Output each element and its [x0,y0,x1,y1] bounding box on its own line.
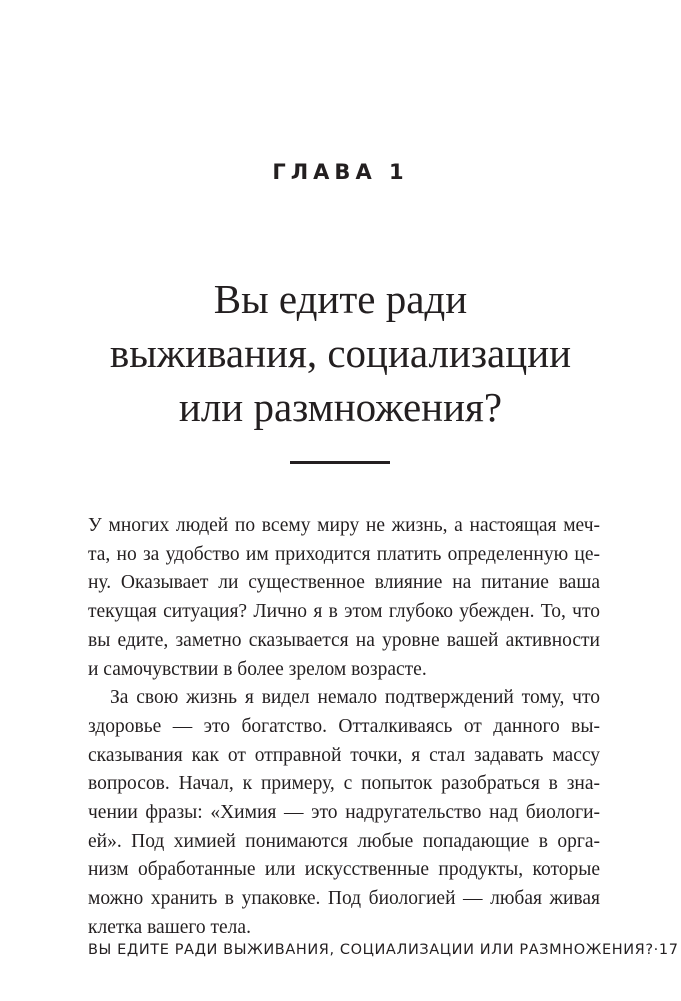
text-line: низм обработанные или искусственные продукты, которые [88,859,600,881]
title-divider [290,461,390,464]
text-line: вопросов. Начал, к примеру, с попыток разобраться в зна- [88,773,600,795]
text-line: ей». Под химией понимаются любые попадающие в орга- [88,830,600,852]
chapter-label: ГЛАВА 1 [272,160,409,184]
paragraph-2 [88,684,600,942]
text-line: можно хранить в упаковке. Под биологией — любая живая [88,888,600,910]
footer-separator: · [653,942,659,958]
text-line: сказывания как от отправной точки, я стал задавать массу [88,744,600,766]
text-line: и самочувствии в более зрелом возрасте. [88,658,427,680]
text-line: ну. Оказывает ли существенное влияние на питание ваша [88,572,600,594]
text-line: чении фразы: «Химия — это надругательство над биологи- [88,802,600,824]
page-footer [88,942,679,958]
text-line: За свою жизнь я видел немало подтверждений тому, что [110,687,600,709]
page-number: 17 [658,942,679,958]
running-head: ВЫ ЕДИТЕ РАДИ ВЫЖИВАНИЯ, СОЦИАЛИЗАЦИИ ИЛИ РАЗМНОЖЕНИЯ? [88,942,654,958]
text-line: та, но за удобство им приходится платить определенную це- [88,543,600,565]
text-line: У многих людей по всему миру не жизнь, а настоящая меч- [88,515,600,536]
text-line: здоровье — это богатство. Отталкиваясь от данного вы- [88,715,600,737]
body-text [88,512,600,943]
title-line: Вы едите ради [213,276,468,322]
text-line: клетка вашего тела. [88,916,251,938]
title-line: выживания, социализации [109,330,572,376]
chapter-title [0,272,681,434]
title-line: или размножения? [178,384,503,430]
text-line: текущая ситуация? Лично я в этом глубоко убежден. То, что [88,601,600,623]
text-line: вы едите, заметно сказывается на уровне вашей активности [88,629,600,651]
paragraph-1 [88,512,600,684]
